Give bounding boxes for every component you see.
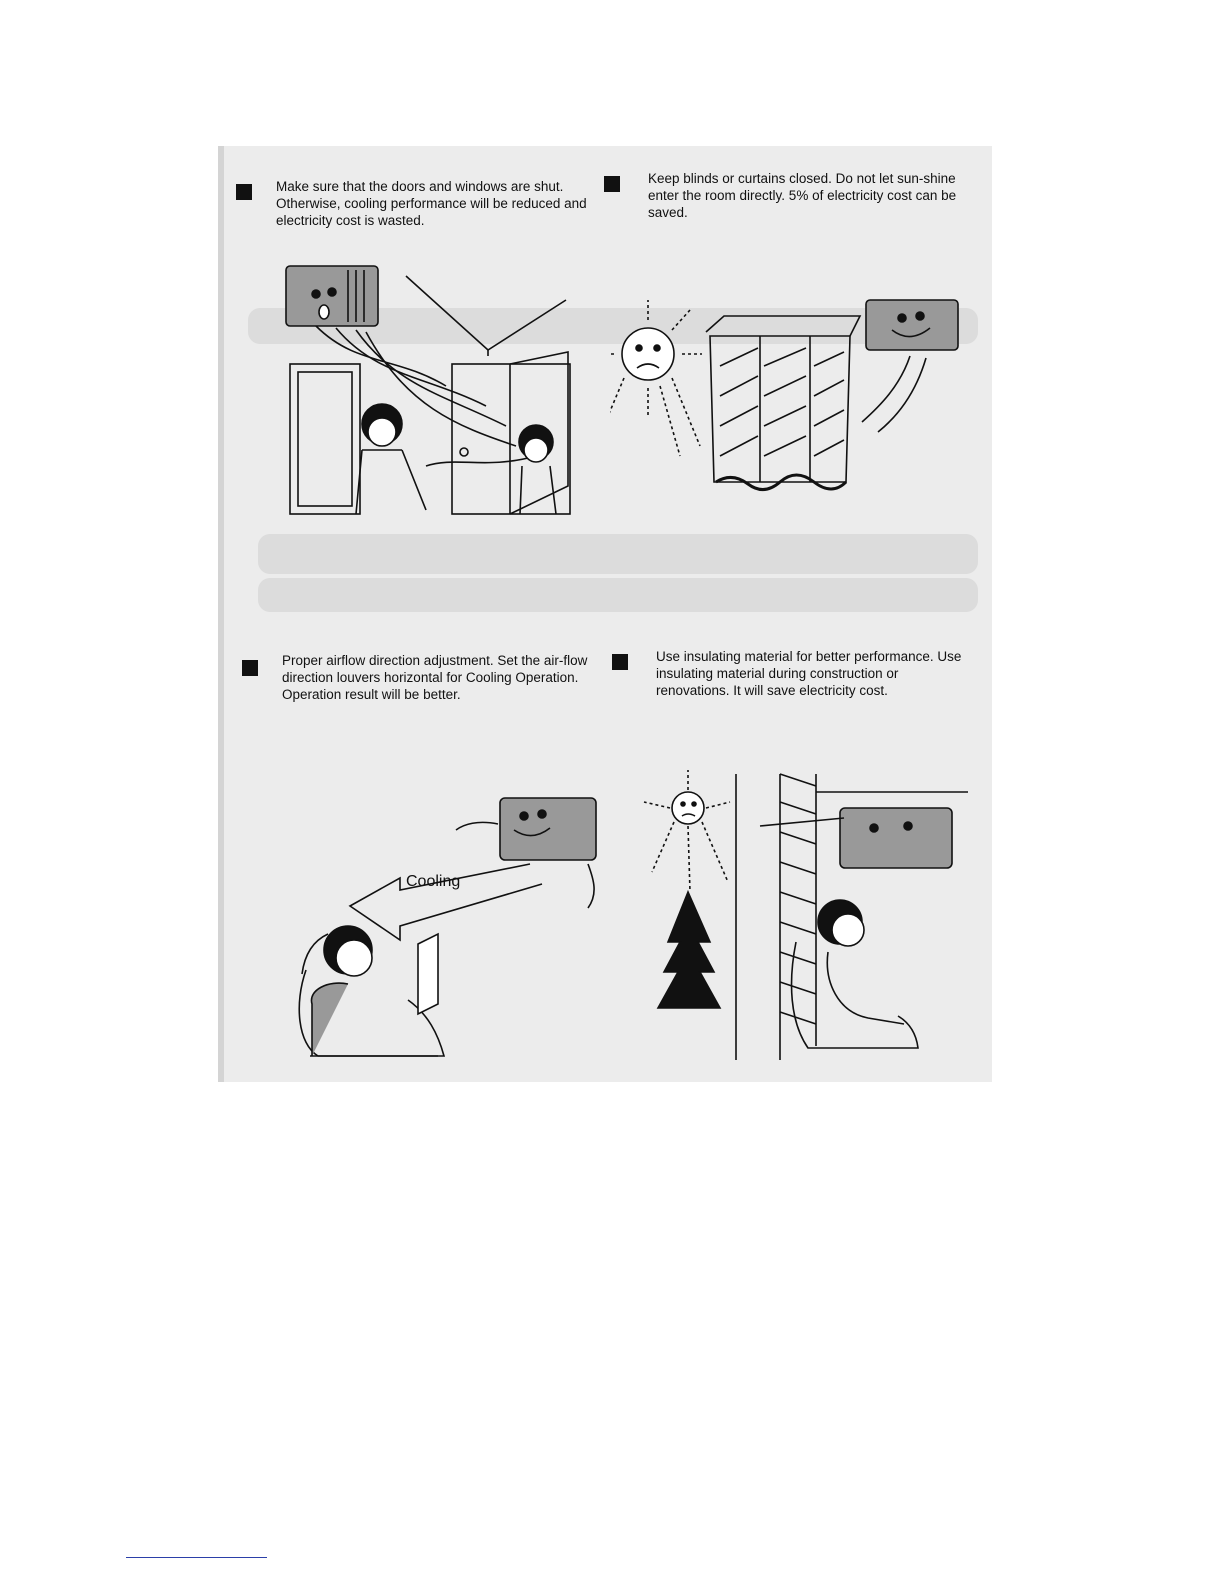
- scanned-page: [218, 146, 992, 1082]
- tip-insulation-text: Use insulating material for better performance. Use insulating material during construction or renovations. It will save electricity cost.: [656, 649, 962, 698]
- sun-blinds-illustration: [610, 296, 970, 492]
- scan-shadow-band: [218, 146, 224, 1082]
- scan-shadow-band: [258, 534, 978, 574]
- scan-shadow-band: [258, 578, 978, 612]
- tip-bullet: [604, 176, 620, 192]
- cooling-arrow-label: Cooling: [406, 873, 461, 890]
- footer-rule: [126, 1557, 267, 1558]
- tip-bullet: [236, 184, 252, 200]
- tip-bullet: [242, 660, 258, 676]
- tip-doors-windows-text: Make sure that the doors and windows are shut. Otherwise, cooling performance will be reduced and electricity cost is wasted.: [276, 179, 587, 228]
- tip-bullet: [612, 654, 628, 670]
- tip-airflow-text: Proper airflow direction adjustment. Set the air-flow direction louvers horizontal for Cooling Operation. Operation result will be better.: [282, 653, 588, 702]
- insulated-wall-illustration: [638, 762, 978, 1060]
- airflow-cooling-illustration: [288, 794, 618, 1066]
- open-door-window-illustration: [276, 256, 586, 518]
- tip-blinds-curtains-text: Keep blinds or curtains closed. Do not let sun-shine enter the room directly. 5% of electricity cost can be saved.: [648, 171, 957, 220]
